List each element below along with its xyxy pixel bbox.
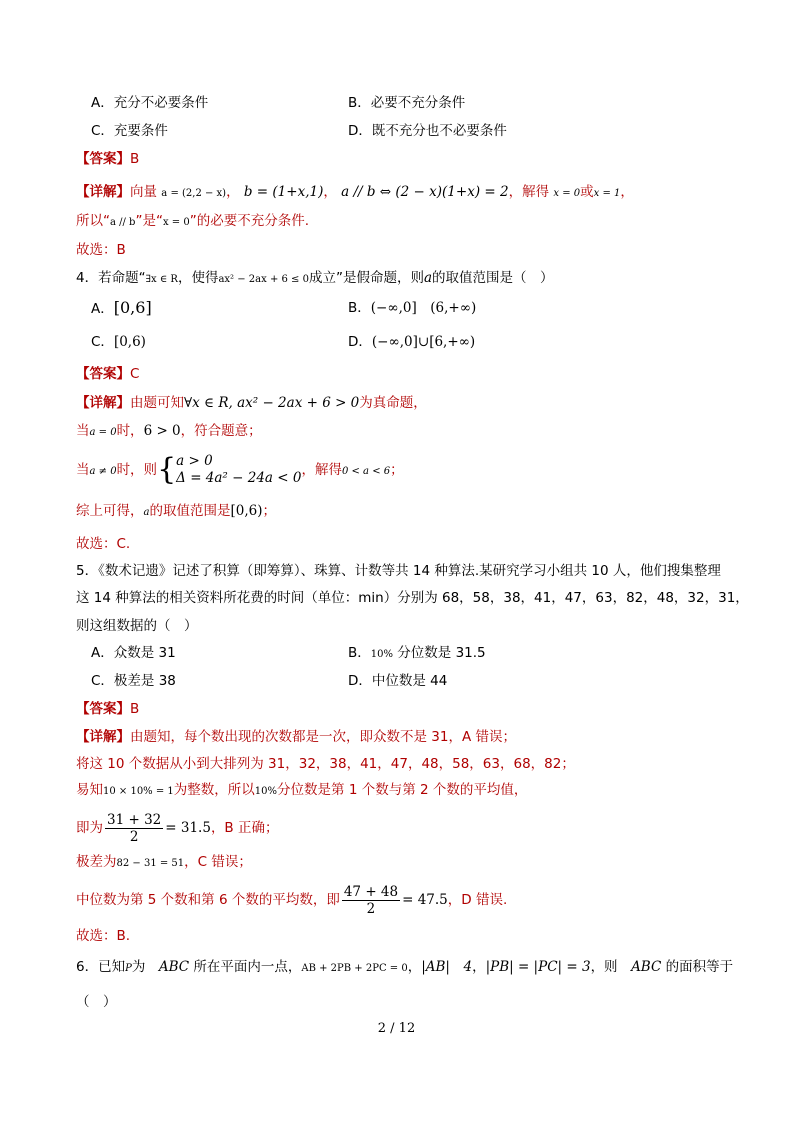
q5-detail-line4: 即为 $\frac{31 + 32}{2}$ = 31.5，B 正确； — [76, 811, 279, 845]
q3-choose: 故选：B — [76, 242, 126, 258]
inequality-system: a > 0 Δ = 4a² − 24a < 0 — [176, 453, 302, 486]
q6-stem-line1: 6．已知P为 ABC 所在平面内一点，AB + 2PB + 2PC = 0，|AB| 4，|PB| = |PC| = 3，则 ABC 的面积等于 — [76, 959, 734, 975]
q4-detail-line1: 【详解】由题可知∀x ∈ R, ax² − 2ax + 6 > 0为真命题， — [76, 395, 427, 411]
fraction: $\frac{31 + 32}{2}$ — [107, 811, 162, 845]
q4-detail-line3: 当a ≠ 0时，则{ a > 0 Δ = 4a² − 24a < 0 ，解得0 < a < 6； — [76, 452, 404, 487]
answer-tag: 【答案】 — [76, 366, 130, 382]
answer-tag: 【答案】 — [76, 701, 130, 717]
detail-tag: 【详解】 — [76, 184, 130, 200]
answer-tag: 【答案】 — [76, 151, 130, 167]
q4-option-a: A．[0,6] — [91, 298, 152, 317]
q5-detail-line2: 将这 10 个数据从小到大排列为 31，32，38，41，47，48，58，63，68，82； — [76, 756, 575, 772]
q5-answer: 【答案】B — [76, 701, 140, 717]
q5-option-d: D．中位数是 44 — [348, 673, 448, 689]
q5-stem-line3: 则这组数据的（ ） — [76, 618, 198, 634]
q4-detail-line4: 综上可得，a的取值范围是[0,6)； — [76, 503, 276, 519]
q5-option-a: A．众数是 31 — [91, 645, 176, 661]
q4-detail-line2: 当a = 0时，6 > 0，符合题意； — [76, 423, 262, 439]
q3-option-a: A．充分不必要条件 — [91, 95, 209, 111]
q5-option-b: B．10% 分位数是 31.5 — [348, 645, 486, 661]
q4-choose: 故选：C. — [76, 536, 131, 552]
q4-option-d: D．(−∞,0]∪[6,+∞) — [348, 334, 476, 350]
q4-stem: 4．若命题“∃x ∈ R，使得ax² − 2ax + 6 ≤ 0成立”是假命题，则a的取值范围是（ ） — [76, 270, 554, 286]
q5-choose: 故选：B. — [76, 928, 131, 944]
q4-option-b: B．(−∞,0] (6,+∞) — [348, 300, 477, 316]
q3-answer: 【答案】B — [76, 151, 140, 167]
q4-option-c: C．[0,6) — [91, 334, 146, 350]
q5-option-c: C．极差是 38 — [91, 673, 176, 689]
q5-stem-line2: 这 14 种算法的相关资料所花费的时间（单位：min）分别为 68，58，38，41，47，63，82，48，32，31， — [76, 590, 749, 606]
q5-detail-line5: 极差为82 − 31 = 51，C 错误； — [76, 854, 252, 870]
detail-tag: 【详解】 — [76, 395, 130, 411]
q5-detail-line1: 【详解】由题知，每个数出现的次数都是一次，即众数不是 31，A 错误； — [76, 729, 516, 745]
q3-option-d: D．既不充分也不必要条件 — [348, 123, 507, 139]
q3-detail-line2: 所以“a // b”是“x = 0”的必要不充分条件. — [76, 213, 310, 229]
q5-detail-line3: 易知10 × 10% = 1为整数，所以10%分位数是第 1 个数与第 2 个数的平均值， — [76, 782, 528, 798]
q3-option-b: B．必要不充分条件 — [348, 95, 466, 111]
page-number: 2 / 12 — [377, 1021, 416, 1036]
q5-detail-line6: 中位数为第 5 个数和第 6 个数的平均数，即 $\frac{47 + 48}{2}$ = 47.5，D 错误. — [76, 883, 508, 917]
detail-tag: 【详解】 — [76, 729, 130, 745]
system-brace: { — [157, 452, 177, 487]
q6-stem-line2: （ ） — [76, 994, 117, 1010]
q4-answer: 【答案】C — [76, 366, 140, 382]
fraction: $\frac{47 + 48}{2}$ — [343, 883, 399, 917]
q3-detail-line1: 【详解】向量 a = (2,2 − x)， b = (1+x,1)， a // b ⇔ (2 − x)(1+x) = 2，解得 x = 0或x = 1， — [76, 184, 634, 200]
q3-option-c: C．充要条件 — [91, 123, 168, 139]
q5-stem-line1: 5．《数术记遗》记述了积算（即筹算）、珠算、计数等共 14 种算法.某研究学习小组共 10 人，他们搜集整理 — [76, 563, 721, 579]
